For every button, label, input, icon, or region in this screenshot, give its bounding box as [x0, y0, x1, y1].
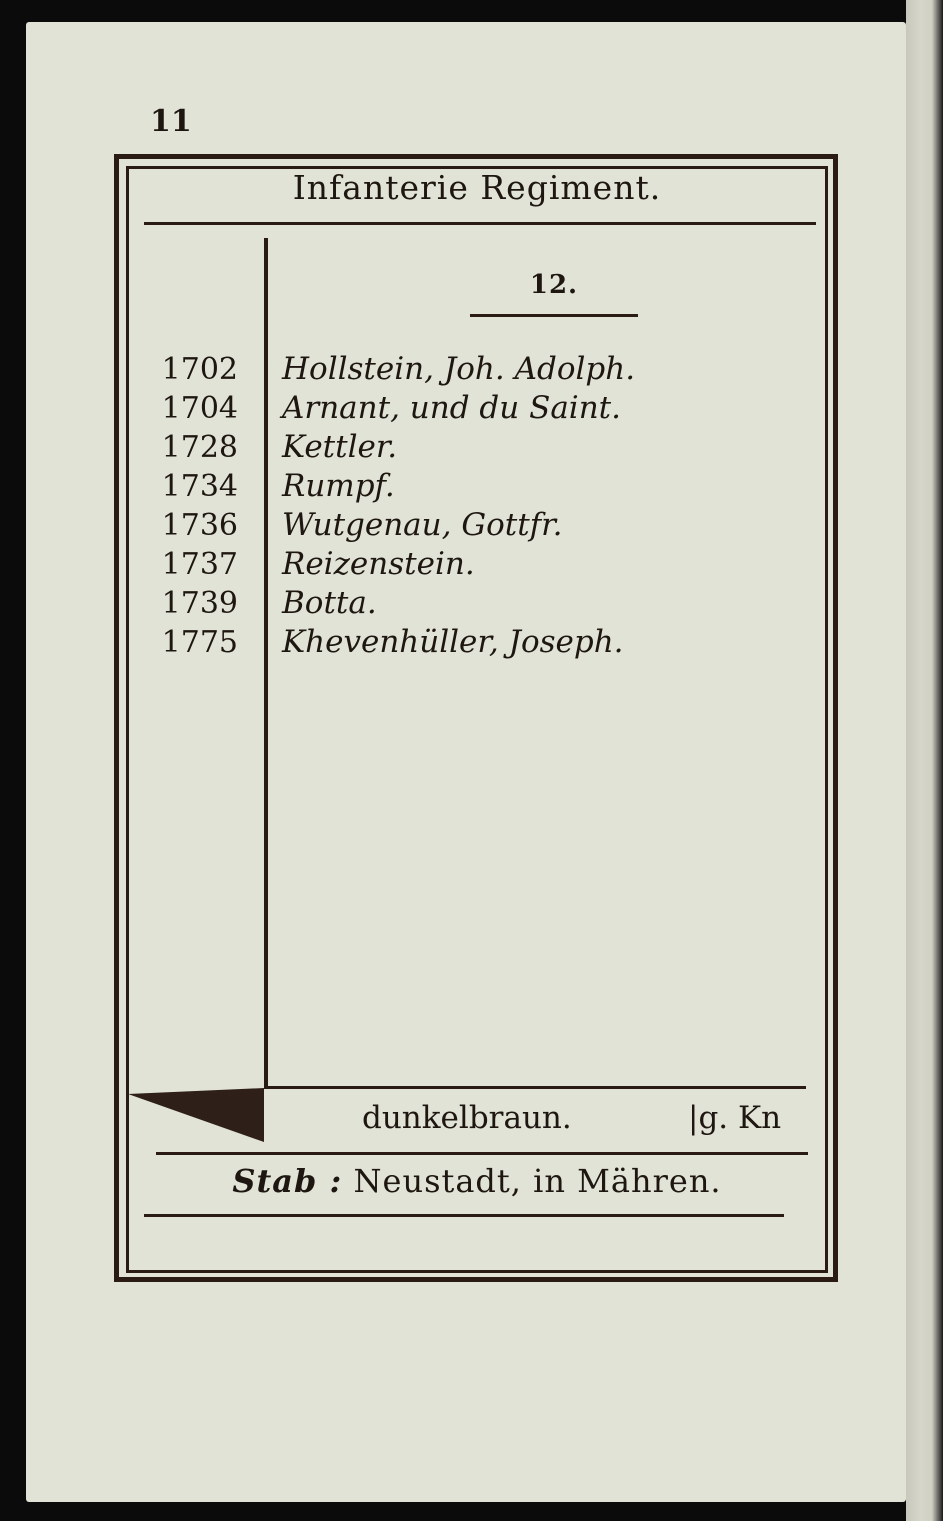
uniform-bottom-divider — [156, 1152, 808, 1155]
regiment-number: 12. — [529, 270, 579, 300]
column-divider — [264, 238, 268, 1088]
entry-name: Botta. — [282, 585, 377, 621]
entry-year: 1728 — [161, 430, 238, 465]
page-header-title: Infanterie Regiment. — [292, 168, 662, 207]
uniform-color: dunkelbraun. — [362, 1100, 572, 1136]
stab-label: Stab : — [232, 1162, 343, 1200]
stab-line — [126, 1162, 828, 1200]
facing-page-edge — [906, 0, 943, 1521]
entry-year: 1736 — [161, 508, 238, 543]
entry-year: 1734 — [161, 469, 238, 504]
uniform-facing: |g. Kn — [688, 1100, 782, 1136]
entry-name: Hollstein, Joh. Adolph. — [282, 351, 636, 387]
entry-year: 1704 — [161, 391, 238, 426]
entry-name: Kettler. — [282, 429, 398, 465]
names-column — [282, 350, 802, 662]
entry-year: 1739 — [161, 586, 238, 621]
entry-name: Wutgenau, Gottfr. — [282, 507, 563, 543]
years-column — [148, 350, 248, 662]
entry-year: 1737 — [161, 547, 238, 582]
entry-name: Reizenstein. — [282, 546, 475, 582]
entry-year: 1775 — [161, 625, 238, 660]
entry-name: Rumpf. — [282, 468, 395, 504]
entry-year: 1702 — [161, 352, 238, 387]
uniform-wedge-mark — [128, 1088, 268, 1144]
uniform-top-divider — [264, 1086, 806, 1089]
stab-location: Neustadt, in Mähren. — [353, 1162, 722, 1200]
regiment-number-underline — [470, 314, 638, 317]
entry-name: Khevenhüller, Joseph. — [282, 624, 624, 660]
entry-name: Arnant, und du Saint. — [282, 390, 621, 426]
stab-divider — [144, 1214, 784, 1217]
header-divider — [144, 222, 816, 225]
page-number: 11 — [150, 104, 192, 139]
